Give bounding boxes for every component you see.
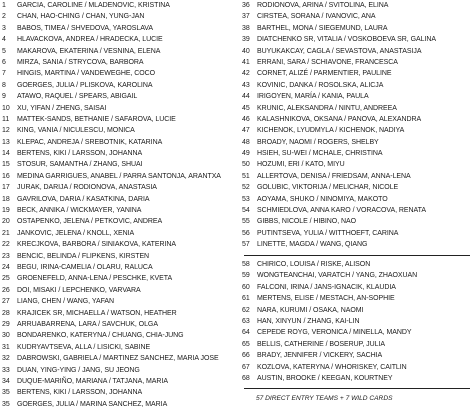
- entry-number: 31: [2, 343, 10, 351]
- entry-number: 7: [2, 70, 6, 78]
- entry-number: 52: [242, 184, 250, 192]
- entry-row: [242, 46, 472, 57]
- entry-row: [242, 194, 472, 205]
- entry-row: [2, 57, 238, 68]
- team-names: BEGU, IRINA-CAMELIA / OLARU, RALUCA: [17, 263, 153, 271]
- entry-number: 23: [2, 252, 10, 260]
- entry-number: 63: [242, 318, 250, 326]
- team-names: CIRSTEA, SORANA / IVANOVIC, ANA: [257, 13, 376, 21]
- entry-number: 5: [2, 47, 6, 55]
- entry-row: [242, 327, 472, 338]
- team-names: GAVRILOVA, DARIA / KASATKINA, DARIA: [17, 195, 150, 203]
- team-names: CORNET, ALIZÉ / PARMENTIER, PAULINE: [257, 70, 392, 78]
- team-names: BELLIS, CATHERINE / BOSERUP, JULIA: [257, 340, 385, 348]
- entry-number: 45: [242, 104, 250, 112]
- entry-number: 56: [242, 229, 250, 237]
- entry-number: 32: [2, 355, 10, 363]
- entry-row: [2, 273, 238, 284]
- team-names: RODIONOVA, ARINA / SVITOLINA, ELINA: [257, 2, 389, 9]
- team-names: LINETTE, MAGDA / WANG, QIANG: [257, 241, 368, 249]
- team-names: KRUNIC, ALEKSANDRA / NINTU, ANDREEA: [257, 104, 397, 112]
- entry-number: 6: [2, 58, 6, 66]
- entry-row: [242, 34, 472, 45]
- entry-number: 27: [2, 298, 10, 306]
- entry-number: 21: [2, 229, 10, 237]
- entry-row: [2, 194, 238, 205]
- entry-row: [242, 0, 472, 11]
- team-names: STOSUR, SAMANTHA / ZHANG, SHUAI: [17, 161, 143, 169]
- entry-row: [242, 125, 472, 136]
- entry-row: [242, 339, 472, 350]
- entry-row: [242, 148, 472, 159]
- team-names: BARTHEL, MONA / SIEGEMUND, LAURA: [257, 24, 388, 32]
- entry-number: 61: [242, 295, 250, 303]
- entry-number: 38: [242, 24, 250, 32]
- entry-row: [242, 350, 472, 361]
- entry-number: 12: [2, 127, 10, 135]
- entry-number: 34: [2, 377, 10, 385]
- entry-row: [2, 285, 238, 296]
- team-names: LIANG, CHEN / WANG, YAFAN: [17, 298, 115, 306]
- team-names: GARCIA, CAROLINE / MLADENOVIC, KRISTINA: [17, 2, 170, 9]
- team-names: ERRANI, SARA / SCHIAVONE, FRANCESCA: [257, 58, 398, 66]
- team-names: AUSTIN, BROOKE / KEEGAN, KOURTNEY: [257, 375, 393, 382]
- entry-row: [2, 239, 238, 250]
- entry-number: 50: [242, 161, 250, 169]
- entry-number: 39: [242, 36, 250, 44]
- entry-number: 18: [2, 195, 10, 203]
- team-names: MAKAROVA, EKATERINA / VESNINA, ELENA: [17, 47, 161, 55]
- entry-number: 64: [242, 329, 250, 337]
- entry-row: [2, 148, 238, 159]
- entry-row: [2, 23, 238, 34]
- entry-number: 11: [2, 115, 10, 123]
- team-names: XU, YIFAN / ZHENG, SAISAI: [17, 104, 107, 112]
- entry-number: 10: [2, 104, 10, 112]
- entry-row: [242, 362, 472, 373]
- entry-number: 35: [2, 400, 10, 408]
- entry-number: 2: [2, 13, 6, 21]
- team-names: DUAN, YING-YING / JANG, SU JEONG: [17, 366, 140, 374]
- team-names: GOLUBIC, VIKTORIJA / MELICHAR, NICOLE: [257, 184, 399, 192]
- entry-number: 47: [242, 127, 250, 135]
- direct-entry-list: [242, 0, 472, 251]
- entry-row: [242, 373, 472, 384]
- entry-row: [242, 259, 472, 270]
- entry-list-left-column: [2, 0, 238, 410]
- team-names: KUDRYAVTSEVA, ALLA / LISICKI, SABINE: [17, 343, 151, 351]
- entry-number: 3: [2, 24, 6, 32]
- entry-number: 58: [242, 261, 250, 269]
- entry-row: [242, 182, 472, 193]
- entry-number: 57: [242, 241, 250, 249]
- team-names: MERTENS, ELISE / MESTACH, AN-SOPHIE: [257, 295, 395, 303]
- entry-number: 42: [242, 70, 250, 78]
- entry-number: 30: [2, 332, 10, 340]
- entry-row: [2, 46, 238, 57]
- wildcard-entry-list: [242, 259, 472, 384]
- entry-row: [2, 399, 238, 410]
- entry-number: 59: [242, 272, 250, 280]
- team-names: ALLERTOVA, DENISA / FRIEDSAM, ANNA-LENA: [257, 172, 411, 180]
- team-names: GOERGES, JULIA / MARINA SANCHEZ, MARIA: [17, 400, 168, 408]
- entry-row: [242, 171, 472, 182]
- entry-row: [2, 11, 238, 22]
- entry-number: 14: [2, 150, 10, 158]
- team-names: BECK, ANNIKA / WICKMAYER, YANINA: [17, 207, 142, 215]
- entry-row: [2, 137, 238, 148]
- entry-row: [2, 171, 238, 182]
- entry-number: 9: [2, 93, 6, 101]
- entry-row: [2, 91, 238, 102]
- entry-row: [242, 80, 472, 91]
- entry-row: [2, 251, 238, 262]
- entry-row: [2, 319, 238, 330]
- team-names: DUQUE-MARIÑO, MARIANA / TATJANA, MARIA: [17, 377, 168, 385]
- entry-number: 37: [242, 13, 250, 21]
- team-names: BRADY, JENNIFER / VICKERY, SACHIA: [257, 352, 383, 360]
- entry-row: [2, 387, 238, 398]
- entry-row: [242, 114, 472, 125]
- team-names: KING, VANIA / NICULESCU, MONICA: [17, 127, 135, 135]
- entry-number: 62: [242, 306, 250, 314]
- entry-number: 67: [242, 363, 250, 371]
- team-names: AOYAMA, SHUKO / NINOMIYA, MAKOTO: [257, 195, 388, 203]
- team-names: KRAJICEK SR, MICHAELLA / WATSON, HEATHER: [17, 309, 177, 317]
- entry-number: 54: [242, 207, 250, 215]
- entry-row: [242, 57, 472, 68]
- team-names: PUTINTSEVA, YULIA / WITTHOEFT, CARINA: [257, 229, 399, 237]
- entry-number: 43: [242, 81, 250, 89]
- entry-row: [242, 305, 472, 316]
- entry-row: [242, 316, 472, 327]
- entry-number: 29: [2, 320, 10, 328]
- entry-number: 33: [2, 366, 10, 374]
- team-names: BABOS, TIMEA / SHVEDOVA, YAROSLAVA: [17, 24, 154, 32]
- team-names: KOZLOVA, KATERYNA / WHORISKEY, CAITLIN: [257, 363, 407, 371]
- entry-row: [2, 365, 238, 376]
- team-names: HSIEH, SU-WEI / MCHALE, CHRISTINA: [257, 150, 383, 158]
- wildcard-divider: [244, 255, 470, 258]
- entry-number: 40: [242, 47, 250, 55]
- entry-number: 8: [2, 81, 6, 89]
- entry-row: [2, 159, 238, 170]
- entry-row: [2, 216, 238, 227]
- entry-row: [2, 0, 238, 11]
- entry-number: 19: [2, 207, 10, 215]
- entry-number: 13: [2, 138, 10, 146]
- entry-row: [242, 91, 472, 102]
- team-names: CHAN, HAO-CHING / CHAN, YUNG-JAN: [17, 13, 145, 21]
- team-names: GIBBS, NICOLE / HIBINO, NAO: [257, 218, 357, 226]
- entry-number: 4: [2, 36, 6, 44]
- entry-number: 20: [2, 218, 10, 226]
- team-names: GOERGES, JULIA / PLISKOVA, KAROLINA: [17, 81, 153, 89]
- team-names: DIATCHENKO SR, VITALIA / VOSKOBOEVA SR, GALINA: [257, 36, 436, 44]
- entry-number: 51: [242, 172, 250, 180]
- team-names: BONDARENKO, KATERYNA / CHUANG, CHIA-JUNG: [17, 332, 184, 340]
- entry-number: 35: [2, 389, 10, 397]
- entry-row: [242, 282, 472, 293]
- team-names: JANKOVIC, JELENA / KNOLL, XENIA: [17, 229, 135, 237]
- team-names: CEPEDE ROYG, VERONICA / MINELLA, MANDY: [257, 329, 412, 337]
- entry-row: [2, 34, 238, 45]
- team-names: HINGIS, MARTINA / VANDEWEGHE, COCO: [17, 70, 156, 78]
- entry-number: 17: [2, 184, 10, 192]
- entry-row: [242, 216, 472, 227]
- entry-row: [2, 80, 238, 91]
- team-names: OSTAPENKO, JELENA / PETKOVIC, ANDREA: [17, 218, 163, 226]
- entry-number: 16: [2, 172, 10, 180]
- entry-row: [242, 228, 472, 239]
- entry-number: 36: [242, 2, 250, 9]
- entry-row: [2, 68, 238, 79]
- entry-row: [2, 205, 238, 216]
- entry-number: 49: [242, 150, 250, 158]
- team-names: BENCIC, BELINDA / FLIPKENS, KIRSTEN: [17, 252, 150, 260]
- team-names: BUYUKAKCAY, CAGLA / SEVASTOVA, ANASTASIJA: [257, 47, 422, 55]
- entry-number: 55: [242, 218, 250, 226]
- team-names: MIRZA, SANIA / STRYCOVA, BARBORA: [17, 58, 144, 66]
- entry-list-right-column: [242, 0, 472, 404]
- entry-number: 28: [2, 309, 10, 317]
- team-names: KOVINIC, DANKA / ROSOLSKA, ALICJA: [257, 81, 384, 89]
- entry-row: [242, 293, 472, 304]
- entry-number: 25: [2, 275, 10, 283]
- team-names: KLEPAC, ANDREJA / SREBOTNIK, KATARINA: [17, 138, 163, 146]
- entry-row: [2, 103, 238, 114]
- entry-row: [242, 205, 472, 216]
- team-names: KALASHNIKOVA, OKSANA / PANOVA, ALEXANDRA: [257, 115, 422, 123]
- entry-row: [2, 182, 238, 193]
- entry-row: [242, 270, 472, 281]
- entry-row: [2, 342, 238, 353]
- entry-number: 24: [2, 263, 10, 271]
- entry-row: [2, 330, 238, 341]
- team-names: JURAK, DARIJA / RODIONOVA, ANASTASIA: [17, 184, 157, 192]
- entry-row: [242, 103, 472, 114]
- team-names: ARRUABARRENA, LARA / SAVCHUK, OLGA: [17, 320, 158, 328]
- team-names: GROENEFELD, ANNA-LENA / PESCHKE, KVETA: [17, 275, 173, 283]
- team-names: HOZUMI, ERI / KATO, MIYU: [257, 161, 345, 169]
- entry-number: 66: [242, 352, 250, 360]
- entry-number: 26: [2, 286, 10, 294]
- entry-number: 44: [242, 93, 250, 101]
- entry-row: [242, 68, 472, 79]
- entry-row: [2, 296, 238, 307]
- entry-row: [242, 239, 472, 250]
- team-names: FALCONI, IRINA / JANS-IGNACIK, KLAUDIA: [257, 283, 396, 291]
- team-names: WONGTEANCHAI, VARATCH / YANG, ZHAOXUAN: [257, 272, 418, 280]
- entry-summary-footer: 57 DIRECT ENTRY TEAMS + 7 WILD CARDS: [256, 395, 393, 403]
- team-names: BERTENS, KIKI / LARSSON, JOHANNA: [17, 150, 143, 158]
- entry-number: 60: [242, 283, 250, 291]
- entry-number: 68: [242, 375, 250, 382]
- team-names: SCHMIEDLOVA, ANNA KARO / VORACOVA, RENATA: [257, 207, 426, 215]
- team-names: MATTEK-SANDS, BETHANIE / SAFAROVA, LUCIE: [17, 115, 176, 123]
- entry-row: [2, 262, 238, 273]
- entry-number: 22: [2, 241, 10, 249]
- entry-number: 46: [242, 115, 250, 123]
- team-names: HAN, XINYUN / ZHANG, KAI-LIN: [257, 318, 360, 326]
- entry-row: [2, 125, 238, 136]
- entry-row: [2, 376, 238, 387]
- entry-row: [242, 11, 472, 22]
- entry-row: [2, 228, 238, 239]
- team-names: MEDINA GARRIGUES, ANABEL / PARRA SANTONJA, ARANTXA: [17, 172, 221, 180]
- team-names: NARA, KURUMI / OSAKA, NAOMI: [257, 306, 364, 314]
- entry-row: [2, 353, 238, 364]
- entry-row: [2, 114, 238, 125]
- team-names: KICHENOK, LYUDMYLA / KICHENOK, NADIYA: [257, 127, 405, 135]
- team-names: ATAWO, RAQUEL / SPEARS, ABIGAIL: [17, 93, 138, 101]
- team-names: BROADY, NAOMI / ROGERS, SHELBY: [257, 138, 379, 146]
- team-names: IRIGOYEN, MARÍA / KANIA, PAULA: [257, 93, 369, 101]
- entry-number: 15: [2, 161, 10, 169]
- team-names: KRECJKOVA, BARBORA / SINIAKOVA, KATERINA: [17, 241, 177, 249]
- entry-number: 1: [2, 2, 6, 9]
- entry-row: [2, 308, 238, 319]
- entry-number: 53: [242, 195, 250, 203]
- team-names: DOI, MISAKI / LEPCHENKO, VARVARA: [17, 286, 141, 294]
- team-names: BERTENS, KIKI / LARSSON, JOHANNA: [17, 389, 143, 397]
- team-names: HLAVACKOVA, ANDREA / HRADECKA, LUCIE: [17, 36, 163, 44]
- team-names: DABROWSKI, GABRIELA / MARTINEZ SANCHEZ, MARIA JOSE: [17, 355, 219, 363]
- entry-number: 48: [242, 138, 250, 146]
- entry-row: [242, 23, 472, 34]
- entry-number: 41: [242, 58, 250, 66]
- entry-row: [242, 159, 472, 170]
- entry-number: 65: [242, 340, 250, 348]
- team-names: CHIRICO, LOUISA / RISKE, ALISON: [257, 261, 371, 269]
- footer-divider: [244, 388, 470, 391]
- entry-row: [242, 137, 472, 148]
